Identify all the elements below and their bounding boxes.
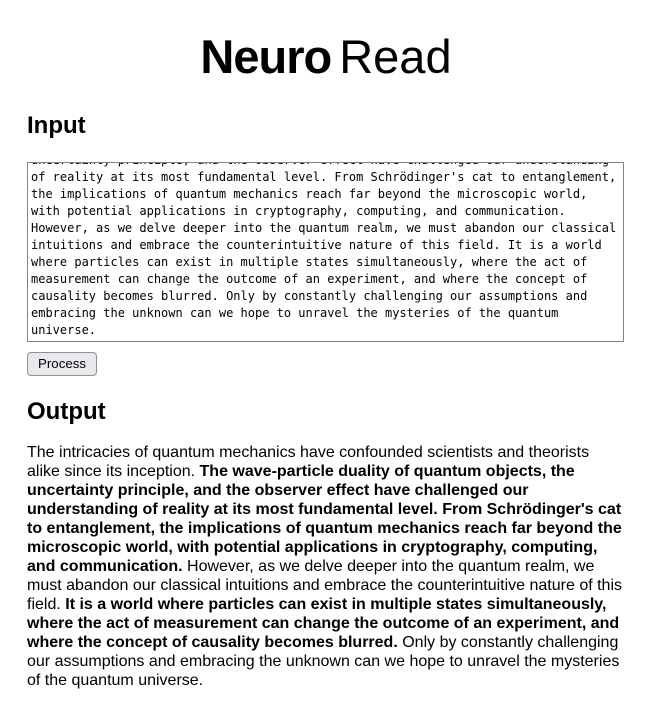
process-button[interactable]: Process: [27, 352, 97, 376]
page-title: [27, 30, 625, 84]
output-segment-bold: The wave-particle duality of quantum objects, the uncertainty principle, and the observer effect have challenged our understanding of reality at its most fundamental level. From Schrödinger's cat to entanglement, the implications of quantum mechanics reach far beyond the microscopic world, with potential applications in cryptography, computing, and communication.: [27, 463, 622, 576]
input-heading: Input: [27, 112, 86, 140]
brand-read: Read: [339, 30, 452, 83]
output-segment: However, as we delve deeper into the quantum realm, we must abandon our classical intuitions and embrace the counterintuitive nature of this field.: [27, 558, 623, 614]
output-text: [27, 443, 623, 690]
output-segment: Only by constantly challenging our assumptions and embracing the unknown can we hope to unravel the mysteries of the quantum universe.: [27, 634, 620, 690]
output-heading: Output: [27, 397, 106, 425]
page: [0, 30, 652, 690]
output-segment: The intricacies of quantum mechanics have confounded scientists and theorists alike since its inception.: [27, 444, 590, 481]
input-textarea[interactable]: [27, 162, 624, 342]
output-segment-bold: It is a world where particles can exist in multiple states simultaneously, where the act of measurement can change the outcome of an experiment, and where the concept of causality becomes blurred.: [27, 596, 620, 652]
brand-neuro: Neuro: [200, 30, 332, 83]
